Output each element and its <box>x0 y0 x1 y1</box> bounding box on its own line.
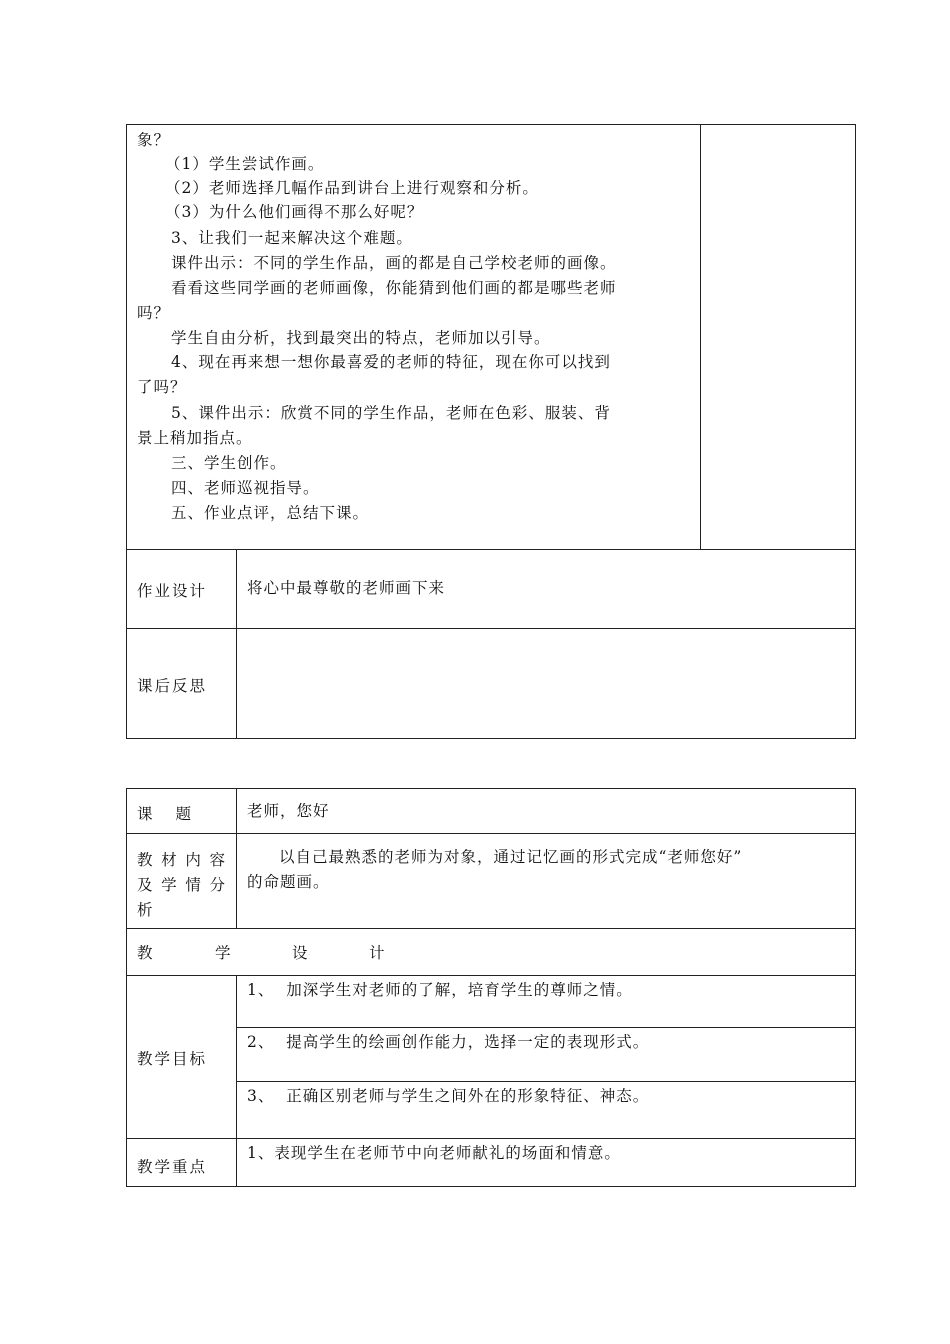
process-line: 五、作业点评，总结下课。 <box>171 504 370 522</box>
label-column-divider <box>236 549 237 739</box>
analysis-label-line <box>137 848 227 870</box>
goal-item: 1、 加深学生对老师的了解，培育学生的尊师之情。 <box>247 981 633 999</box>
process-line: 5、课件出示：欣赏不同的学生作品，老师在色彩、服装、背 <box>171 404 611 422</box>
label-column-divider <box>236 789 237 928</box>
process-line: 4、现在再来想一想你最喜爱的老师的特征，现在你可以找到 <box>171 353 611 371</box>
analysis-label-char: 教 <box>137 851 155 869</box>
goals-label: 教学目标 <box>137 1050 208 1068</box>
topic-label-char: 题 <box>175 805 193 823</box>
lesson-plan-table <box>126 788 856 1187</box>
row-divider <box>127 928 855 929</box>
analysis-label-char: 及 <box>137 876 155 894</box>
process-line: 学生自由分析，找到最突出的特点，老师加以引导。 <box>171 329 551 347</box>
lesson-table-continued <box>126 124 856 739</box>
process-line: 三、学生创作。 <box>171 454 287 472</box>
design-heading-char: 设 <box>292 944 310 962</box>
process-line: 看看这些同学画的老师画像，你能猜到他们画的都是哪些老师 <box>171 279 617 297</box>
analysis-label-line <box>137 898 155 920</box>
row-divider <box>236 1081 855 1082</box>
process-line: 3、让我们一起来解决这个难题。 <box>171 229 413 247</box>
analysis-text-line: 的命题画。 <box>247 873 330 891</box>
process-line: 吗？ <box>137 304 171 322</box>
reflection-label: 课后反思 <box>137 677 208 695</box>
process-line: （2）老师选择几幅作品到讲台上进行观察和分析。 <box>165 179 539 197</box>
label-column-divider <box>236 975 237 1187</box>
analysis-label-char: 析 <box>137 901 155 919</box>
design-heading-char: 计 <box>369 944 387 962</box>
key-points-label: 教学重点 <box>137 1158 208 1176</box>
analysis-label-char: 分 <box>209 876 227 894</box>
process-line: 了吗？ <box>137 378 187 396</box>
analysis-label-line <box>137 873 227 895</box>
goal-item: 2、 提高学生的绘画创作能力，选择一定的表现形式。 <box>247 1033 650 1051</box>
key-points-value: 1、表现学生在老师节中向老师献礼的场面和情意。 <box>247 1144 621 1162</box>
process-line: 象？ <box>137 131 171 149</box>
homework-label: 作业设计 <box>137 582 208 600</box>
topic-label-char: 课 <box>137 805 155 823</box>
process-line: （3）为什么他们画得不那么好呢？ <box>165 203 424 221</box>
goal-item: 3、 正确区别老师与学生之间外在的形象特征、神态。 <box>247 1087 650 1105</box>
design-heading <box>137 941 397 961</box>
analysis-text-line: 以自己最熟悉的老师为对象，通过记忆画的形式完成“老师您好” <box>279 848 743 866</box>
design-heading-char: 学 <box>215 944 233 962</box>
analysis-label-char: 容 <box>209 851 227 869</box>
process-line: 景上稍加指点。 <box>137 429 253 447</box>
analysis-label-char: 情 <box>185 876 203 894</box>
process-line: 课件出示：不同的学生作品，画的都是自己学校老师的画像。 <box>171 254 617 272</box>
process-content <box>127 125 700 549</box>
analysis-label-char: 材 <box>161 851 179 869</box>
analysis-label-char: 内 <box>185 851 203 869</box>
process-line: 四、老师巡视指导。 <box>171 479 320 497</box>
analysis-label-char: 学 <box>161 876 179 894</box>
homework-value: 将心中最尊敬的老师画下来 <box>247 579 446 597</box>
design-heading-char: 教 <box>137 944 155 962</box>
notes-column-divider <box>700 125 701 549</box>
process-line: （1）学生尝试作画。 <box>165 155 325 173</box>
topic-value: 老师，您好 <box>247 802 330 820</box>
row-divider <box>236 1027 855 1028</box>
topic-label <box>137 802 193 824</box>
